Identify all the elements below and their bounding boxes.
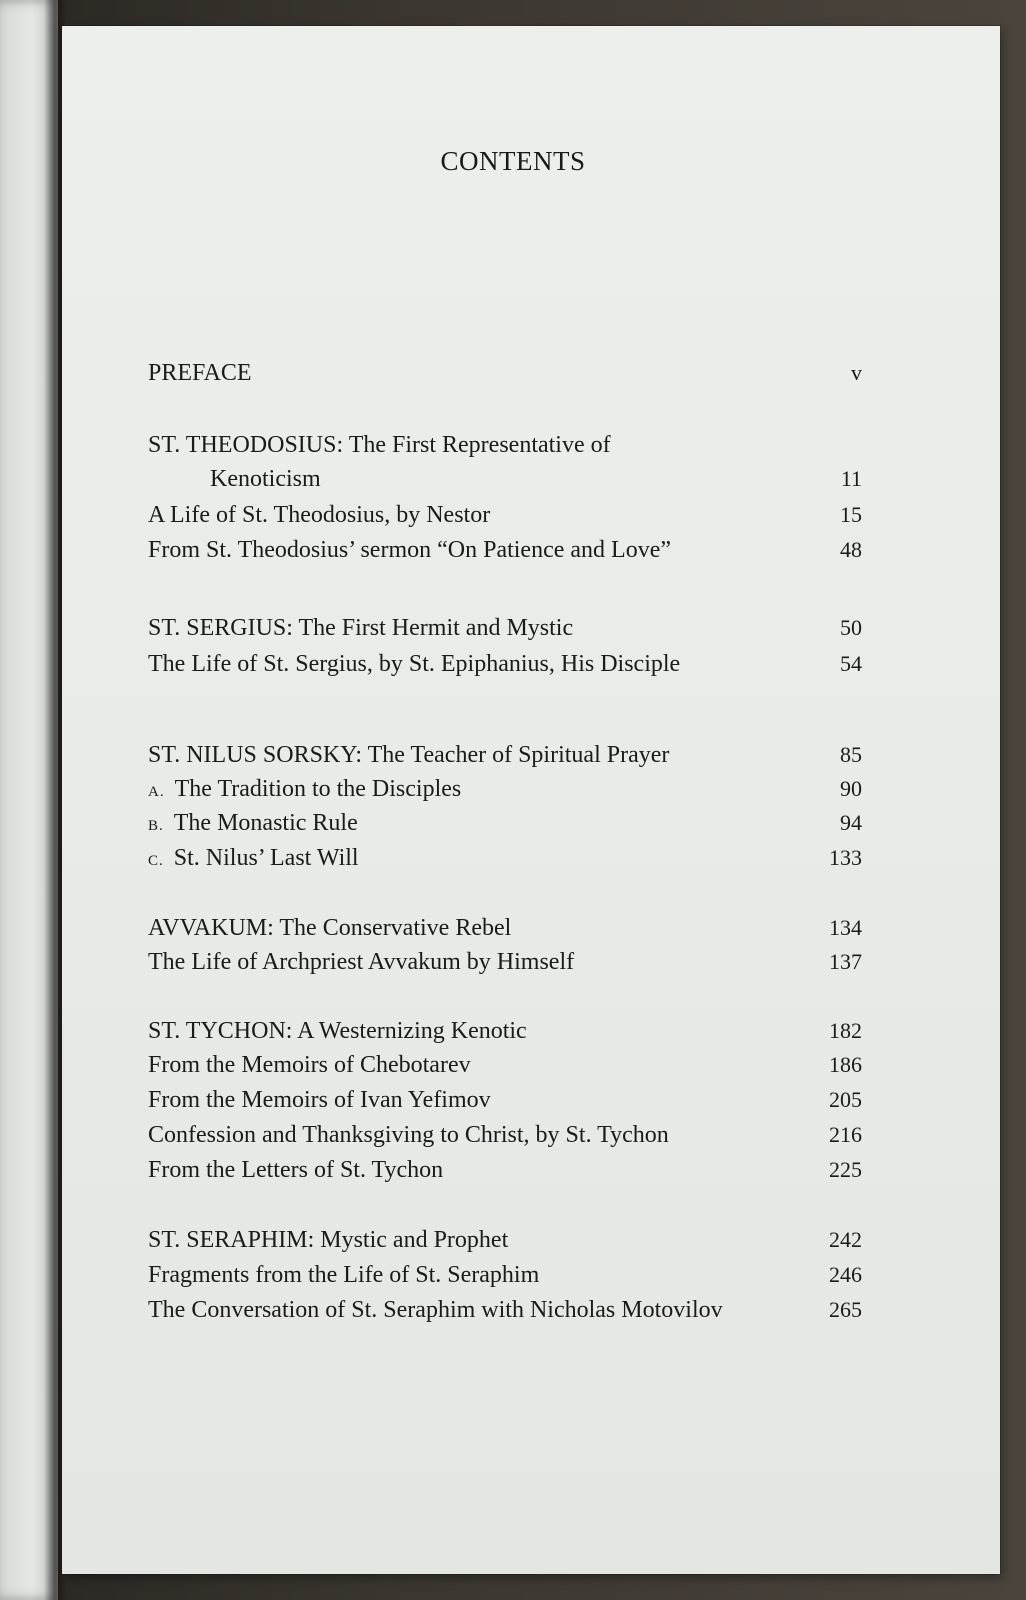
toc-page-number: 48 (840, 537, 862, 562)
toc-section-title-continued: Kenoticism (210, 466, 321, 492)
toc-page-number: 85 (840, 742, 862, 767)
toc-section-theodosius-continued[interactable] (148, 462, 862, 496)
toc-entry-title: The Conversation of St. Seraphim with Nicholas Motovilov (148, 1297, 723, 1323)
toc-entry[interactable] (148, 1258, 862, 1292)
toc-entry-title (148, 806, 358, 843)
toc-entry-title: The Life of Archpriest Avvakum by Himself (148, 949, 575, 975)
toc-entry-title: From the Memoirs of Ivan Yefimov (148, 1087, 491, 1113)
table-of-contents (148, 0, 862, 1600)
toc-entry-title: Confession and Thanksgiving to Christ, by St. Tychon (148, 1122, 669, 1148)
toc-page-number: 265 (829, 1297, 862, 1322)
toc-entry[interactable] (148, 841, 862, 875)
toc-section-title: ST. SERGIUS: The First Hermit and Mystic (148, 615, 574, 641)
toc-page-number: 137 (829, 949, 862, 974)
toc-page-number: 54 (840, 651, 862, 676)
toc-entry-label: B. (148, 818, 164, 834)
toc-entry[interactable] (148, 533, 862, 567)
toc-section-title: ST. THEODOSIUS: The First Representative of (148, 432, 611, 458)
toc-entry[interactable] (148, 1153, 862, 1187)
toc-page-number: 15 (840, 502, 862, 527)
page-title: CONTENTS (440, 146, 586, 176)
toc-section-tychon[interactable] (148, 1014, 862, 1048)
toc-section-sergius[interactable] (148, 611, 862, 645)
toc-entry[interactable] (148, 1118, 862, 1152)
toc-section-title: ST. NILUS SORSKY: The Teacher of Spiritual Prayer (148, 742, 670, 768)
toc-entry-preface[interactable] (148, 356, 862, 390)
toc-entry[interactable] (148, 1083, 862, 1117)
toc-page-number: 216 (829, 1122, 862, 1147)
toc-entry-label: A. (148, 784, 165, 800)
toc-entry[interactable] (148, 945, 862, 979)
toc-page-number: 182 (829, 1018, 862, 1043)
toc-entry-title: Fragments from the Life of St. Seraphim (148, 1262, 540, 1288)
toc-section-seraphim[interactable] (148, 1223, 862, 1257)
toc-page-number: 225 (829, 1157, 862, 1182)
toc-entry-title: PREFACE (148, 360, 252, 386)
toc-entry-label: C. (148, 853, 164, 869)
toc-entry[interactable] (148, 772, 862, 806)
toc-entry-text: The Tradition to the Disciples (174, 776, 462, 802)
toc-page-number: 90 (840, 776, 862, 801)
toc-entry-text: The Monastic Rule (173, 810, 358, 836)
toc-page-number: 134 (829, 915, 862, 940)
toc-entry-title (148, 772, 461, 809)
toc-page-number: 133 (829, 845, 862, 870)
toc-page-number: 242 (829, 1227, 862, 1252)
toc-section-title: ST. SERAPHIM: Mystic and Prophet (148, 1227, 509, 1253)
toc-entry[interactable] (148, 647, 862, 681)
toc-section-title: AVVAKUM: The Conservative Rebel (148, 915, 512, 941)
toc-page-number: 94 (840, 810, 862, 835)
toc-entry-title: A Life of St. Theodosius, by Nestor (148, 502, 491, 528)
toc-entry-title: From St. Theodosius’ sermon “On Patience and Love” (148, 537, 672, 563)
toc-entry[interactable] (148, 1293, 862, 1327)
toc-entry[interactable] (148, 498, 862, 532)
toc-page-number: 246 (829, 1262, 862, 1287)
toc-section-nilus[interactable] (148, 738, 862, 772)
toc-entry-title: From the Memoirs of Chebotarev (148, 1052, 471, 1078)
toc-page-number: 205 (829, 1087, 862, 1112)
toc-entry-text: St. Nilus’ Last Will (173, 845, 359, 871)
toc-page-number: 50 (840, 615, 862, 640)
toc-page-number: v (851, 360, 862, 385)
toc-entry-title (148, 841, 359, 878)
toc-section-theodosius[interactable] (148, 428, 862, 462)
toc-entry[interactable] (148, 806, 862, 840)
toc-page-number: 186 (829, 1052, 862, 1077)
toc-entry-title: From the Letters of St. Tychon (148, 1157, 444, 1183)
toc-entry-title: The Life of St. Sergius, by St. Epiphanius, His Disciple (148, 651, 681, 677)
toc-section-avvakum[interactable] (148, 911, 862, 945)
toc-section-title: ST. TYCHON: A Westernizing Kenotic (148, 1018, 527, 1044)
toc-page-number: 11 (840, 466, 862, 491)
toc-entry[interactable] (148, 1048, 862, 1082)
